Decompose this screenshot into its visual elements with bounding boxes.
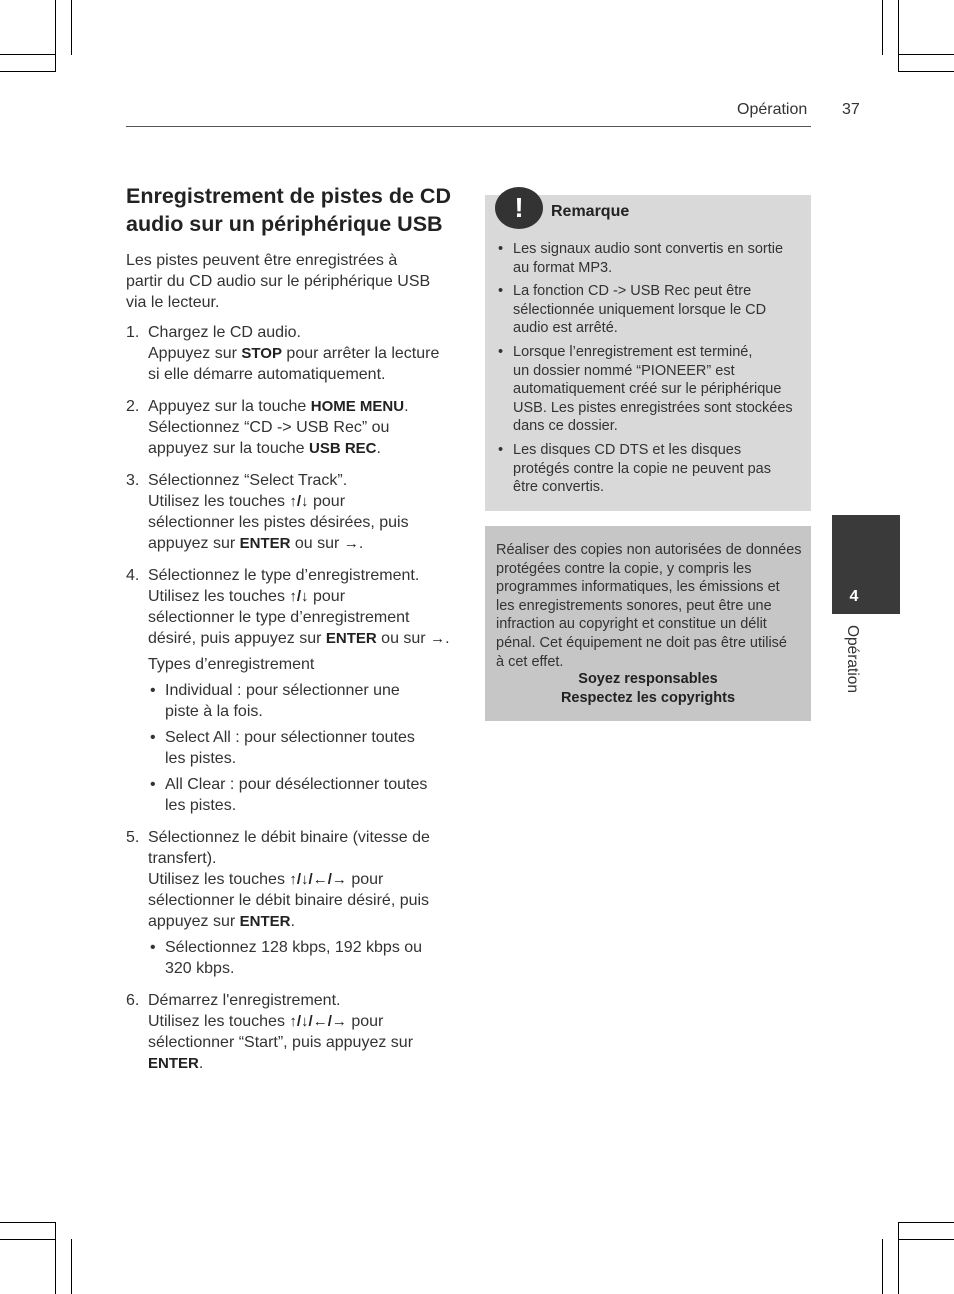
list-item-text: automatiquement créé sur le périphérique — [513, 381, 782, 398]
step-text — [148, 1011, 460, 1032]
types-label: Types d’enregistrement — [148, 656, 315, 673]
list-item — [148, 727, 460, 769]
warning-icon: ! — [495, 187, 543, 229]
copyright-slogan: Soyez responsables — [578, 671, 718, 687]
step-number: 4. — [126, 567, 140, 584]
bullet-dot: • — [150, 729, 156, 746]
list-item-text: audio est arrêté. — [513, 320, 618, 337]
text-run: pour — [308, 493, 346, 510]
step-text — [148, 869, 460, 890]
text-run: appuyez sur — [148, 535, 240, 552]
bullet-dot: • — [498, 241, 504, 257]
step-number: 3. — [126, 472, 140, 489]
step-text — [148, 911, 460, 932]
list-item-text: sélectionnée uniquement lorsque le CD — [513, 301, 767, 318]
chapter-label: Opération — [844, 624, 861, 694]
crop-mark — [0, 71, 55, 72]
list-item — [148, 937, 460, 979]
text-run: . — [290, 913, 295, 930]
copyright-line: pénal. Cet équipement ne doit pas être utilisé — [496, 634, 787, 651]
step-text: sélectionner le type d’enregistrement — [148, 609, 410, 626]
list-item-text: Lorsque l’enregistrement est terminé, — [513, 343, 753, 360]
copyright-line: Réaliser des copies non autorisées de données — [496, 542, 802, 558]
list-item — [496, 282, 806, 338]
text-run: . — [404, 398, 409, 415]
list-item-text: Sélectionnez 128 kbps, 192 kbps ou — [165, 939, 423, 956]
crop-mark — [899, 1222, 954, 1223]
list-item-text: un dossier nommé “PIONEER” est — [513, 362, 735, 379]
step-text — [148, 533, 460, 554]
key-label: ENTER — [325, 630, 377, 647]
text-run: . — [445, 630, 450, 647]
list-item-text: protégés contre la copie ne peuvent pas — [513, 460, 771, 477]
crop-mark — [71, 1239, 72, 1294]
chapter-number: 4 — [849, 588, 859, 605]
list-item-text: au format MP3. — [513, 259, 613, 276]
list-item-text: Les disques CD DTS et les disques — [513, 441, 742, 458]
step-text — [148, 628, 460, 649]
step-number: 5. — [126, 829, 140, 846]
text-run: désiré, puis appuyez sur — [148, 630, 326, 647]
list-item-text: Les signaux audio sont convertis en sortie — [513, 241, 784, 257]
crop-mark — [882, 0, 883, 55]
crop-mark — [71, 0, 72, 55]
crop-mark — [55, 0, 56, 72]
text-run: pour — [308, 588, 346, 605]
list-item — [148, 774, 460, 816]
crop-mark — [55, 1222, 56, 1294]
list-item-text: les pistes. — [165, 750, 237, 767]
intro-line: partir du CD audio sur le périphérique USB — [126, 273, 431, 290]
step-4 — [126, 565, 460, 816]
step-2 — [126, 396, 460, 459]
step-text: sélectionner “Start”, puis appuyez sur — [148, 1034, 414, 1051]
step-text: Sélectionnez “Select Track”. — [148, 472, 348, 489]
text-run: pour — [346, 1013, 384, 1030]
step-text — [148, 396, 460, 417]
list-item-text: les pistes. — [165, 797, 237, 814]
step-text: si elle démarre automatiquement. — [148, 366, 386, 383]
crop-mark — [0, 1239, 56, 1240]
list-item-text: La fonction CD -> USB Rec peut être — [513, 283, 752, 300]
list-item — [496, 441, 806, 497]
text-run: . — [358, 535, 364, 552]
step-text — [148, 343, 460, 364]
step-number: 6. — [126, 992, 140, 1009]
text-run: Appuyez sur la touche — [148, 398, 311, 415]
key-label: ENTER — [239, 913, 291, 930]
step-text: sélectionner le débit binaire désiré, puis — [148, 892, 430, 909]
step-text: Sélectionnez le débit binaire (vitesse de — [148, 829, 430, 846]
step-number: 2. — [126, 398, 140, 415]
list-item — [496, 240, 806, 277]
bullet-dot: • — [498, 283, 504, 300]
crop-mark — [0, 54, 56, 55]
arrow-keys-icon: ↑/↓ — [289, 493, 309, 510]
arrow-keys-icon: ↑/↓/←/→ — [289, 871, 347, 888]
list-item-text: dans ce dossier. — [513, 418, 618, 435]
bullet-dot: • — [150, 682, 156, 699]
key-label: ENTER — [239, 535, 291, 552]
intro-line: Les pistes peuvent être enregistrées à — [126, 252, 398, 269]
text-run: pour — [346, 871, 384, 888]
text-run: ou sur — [290, 535, 344, 552]
copyright-line: à cet effet. — [496, 653, 564, 670]
copyright-slogan: Respectez les copyrights — [560, 690, 736, 706]
list-item-text: piste à la fois. — [165, 703, 263, 720]
key-label: ENTER — [148, 1055, 199, 1072]
step-1 — [126, 322, 460, 385]
step-text — [148, 491, 460, 512]
bullet-dot: • — [498, 441, 504, 458]
step-text — [148, 438, 460, 459]
step-3 — [126, 470, 460, 554]
step-text: transfert). — [148, 850, 217, 867]
bullet-dot: • — [150, 939, 156, 956]
list-item-text: Individual : pour sélectionner une — [165, 682, 400, 699]
crop-mark — [899, 71, 954, 72]
text-run: . — [376, 440, 381, 457]
note-list — [496, 240, 806, 502]
text-run: Utilisez les touches — [148, 1013, 290, 1030]
key-label: STOP — [241, 345, 282, 362]
list-item-text: All Clear : pour désélectionner toutes — [165, 776, 428, 793]
arrow-keys-icon: ↑/↓/←/→ — [289, 1013, 347, 1030]
step-6 — [126, 990, 460, 1074]
list-item-text: être convertis. — [513, 479, 605, 496]
arrow-right-icon: → — [430, 630, 446, 647]
step-text: Démarrez l'enregistrement. — [148, 992, 341, 1009]
text-run: Utilisez les touches — [148, 493, 290, 510]
text-run: ou sur — [376, 630, 431, 647]
section-title: Enregistrement de pistes de CD audio sur un périphérique USB — [126, 184, 451, 236]
intro-paragraph — [126, 250, 460, 313]
running-header-section: Opération — [737, 101, 808, 118]
step-text: Sélectionnez “CD -> USB Rec” ou — [148, 419, 390, 436]
key-label: HOME MENU — [310, 398, 405, 415]
crop-mark — [898, 0, 899, 72]
step-text — [148, 586, 460, 607]
step-text: Chargez le CD audio. — [148, 324, 301, 341]
copyright-line: protégées contre la copie, y compris les — [496, 560, 752, 577]
step-text: Sélectionnez le type d’enregistrement. — [148, 567, 420, 584]
bullet-dot: • — [150, 776, 156, 793]
copyright-line: programmes informatiques, les émissions et — [496, 579, 780, 596]
crop-mark — [898, 1222, 899, 1294]
list-item — [148, 680, 460, 722]
step-text: sélectionner les pistes désirées, puis — [148, 514, 409, 531]
copyright-line: les enregistrements sonores, peut être une — [496, 597, 772, 614]
text-run: Appuyez sur — [148, 345, 242, 362]
copyright-text — [496, 541, 811, 671]
step-text — [148, 1053, 460, 1074]
step-number: 1. — [126, 324, 140, 341]
arrow-keys-icon: ↑/↓ — [289, 588, 309, 605]
copyright-line: infraction au copyright et constitue un délit — [496, 616, 767, 633]
page-number: 37 — [842, 101, 860, 118]
intro-line: via le lecteur. — [126, 294, 220, 311]
header-divider — [126, 126, 811, 127]
text-run: appuyez sur la touche — [148, 440, 309, 457]
text-run: appuyez sur — [148, 913, 240, 930]
list-item-text: Select All : pour sélectionner toutes — [165, 729, 415, 746]
list-item — [496, 343, 806, 436]
arrow-right-icon: → — [343, 535, 359, 552]
text-run: . — [198, 1055, 204, 1072]
steps-list — [126, 322, 460, 1085]
text-run: Utilisez les touches — [148, 871, 290, 888]
step-5 — [126, 827, 460, 979]
note-title: Remarque — [551, 203, 630, 220]
list-item-text: USB. Les pistes enregistrées sont stockées — [513, 399, 793, 416]
text-run: Utilisez les touches — [148, 588, 290, 605]
crop-mark — [0, 1222, 55, 1223]
key-label: USB REC — [309, 440, 377, 457]
crop-mark — [898, 54, 954, 55]
crop-mark — [882, 1239, 883, 1294]
bullet-dot: • — [498, 343, 504, 360]
text-run: pour arrêter la lecture — [281, 345, 440, 362]
list-item-text: 320 kbps. — [165, 960, 235, 977]
crop-mark — [898, 1239, 954, 1240]
